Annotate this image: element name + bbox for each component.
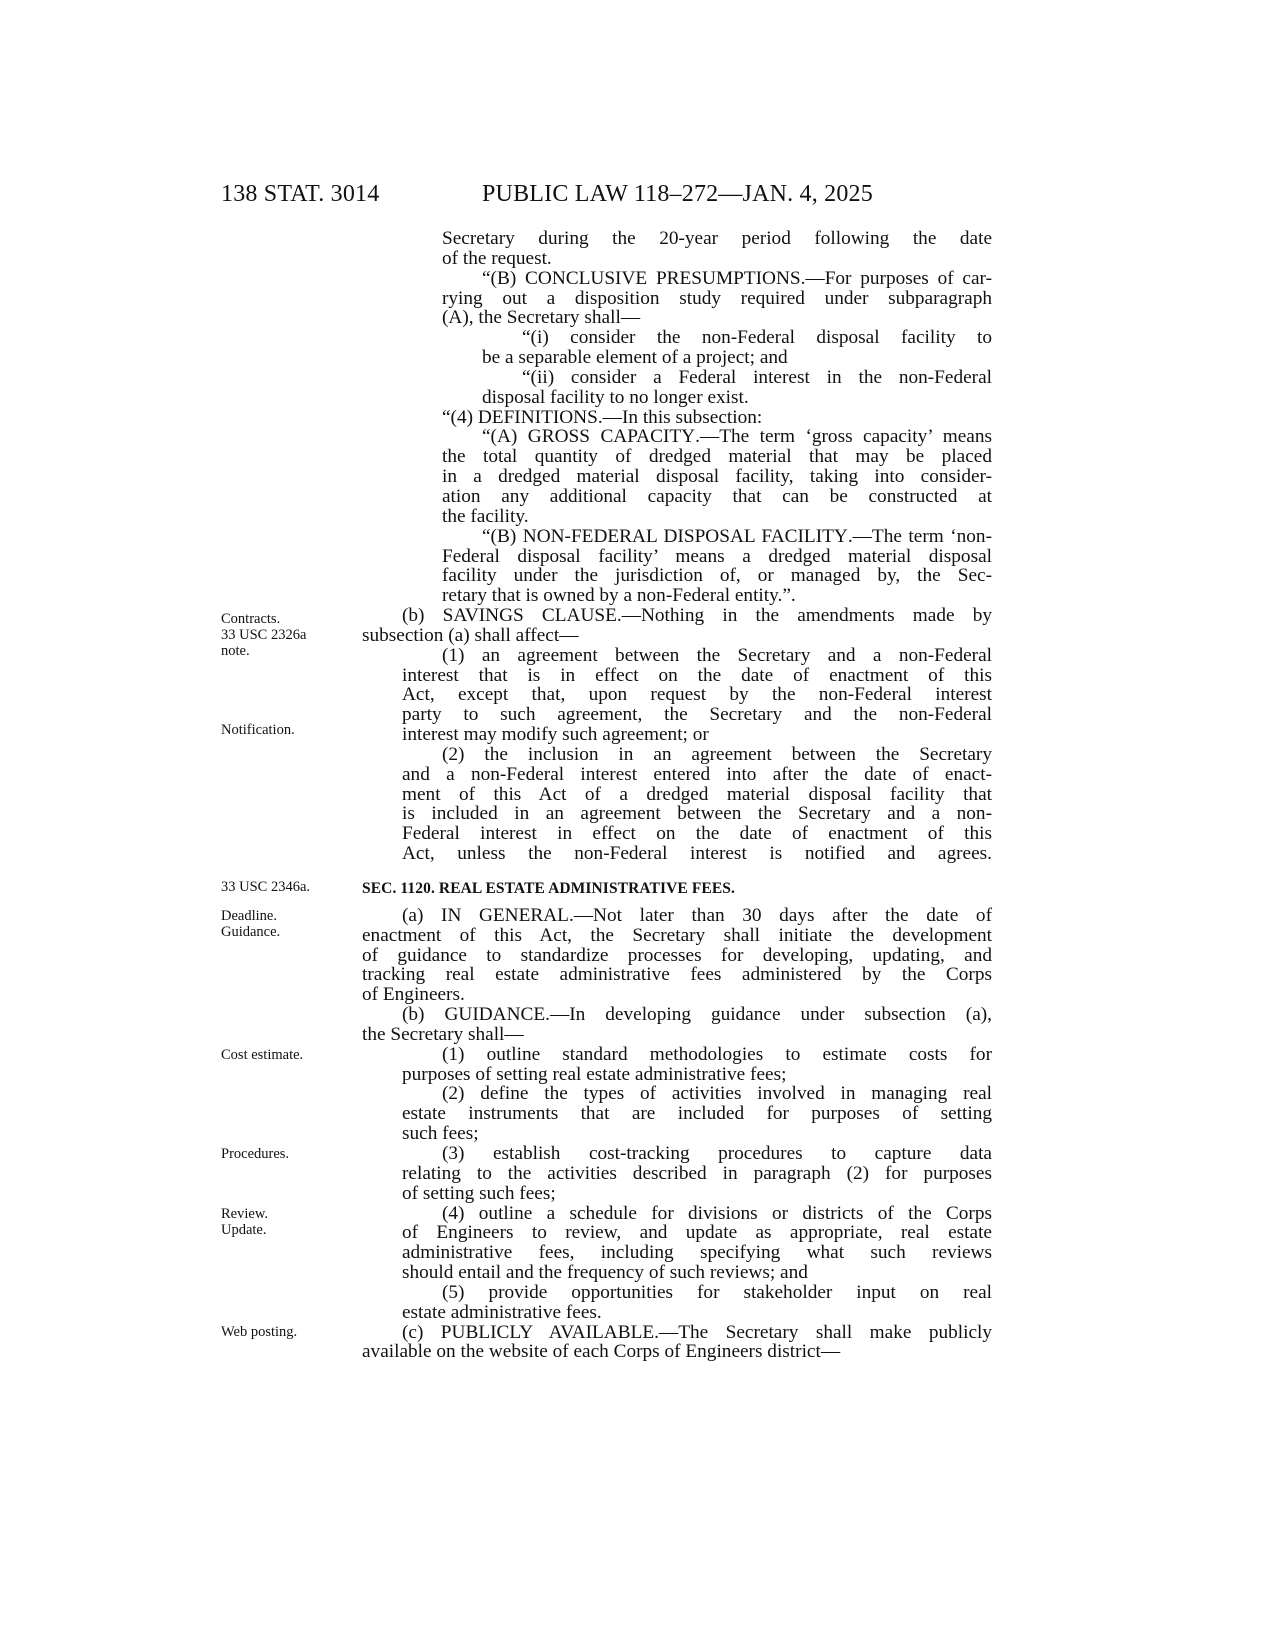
text-fragment: (b) G	[402, 1004, 459, 1026]
paragraph-publicly-available	[362, 1323, 992, 1343]
heading-smallcaps: UIDANCE	[458, 1004, 546, 1026]
text-line: of Engineers to review, and update as appropriate, real estate	[402, 1222, 992, 1244]
text-line: disposal facility to no longer exist.	[482, 386, 749, 408]
text-line: estate instruments that are included for purposes of setting	[402, 1103, 992, 1125]
text-line: rying out a disposition study required under subparagraph	[442, 287, 992, 309]
margin-note-line: 33 USC 2326a	[221, 627, 307, 643]
text-line: Act, except that, upon request by the non-Federal interest	[402, 684, 992, 706]
margin-note-line: Update.	[221, 1222, 267, 1238]
text-line: (5) provide opportunities for stakeholder input on real	[442, 1281, 992, 1303]
page-title: PUBLIC LAW 118–272—JAN. 4, 2025	[482, 181, 873, 207]
text-line: facility under the jurisdiction of, or managed by, the Sec-	[442, 565, 992, 587]
paragraph-conclusive-presumptions	[362, 269, 992, 289]
text-line: (A), the Secretary shall—	[442, 307, 641, 329]
text-line: “(i) consider the non-Federal disposal facility to	[522, 327, 992, 349]
text-fragment: .—In this subsection:	[597, 406, 763, 428]
text-fragment: .—The term ‘non-	[847, 525, 992, 547]
text-fragment: “(4) D	[442, 406, 492, 428]
text-line: Secretary during the 20-year period following the date	[442, 228, 992, 249]
text-line: enactment of this Act, the Secretary shall initiate the development	[362, 924, 992, 946]
text-fragment: .—Nothing in the amendments made by	[616, 605, 992, 627]
text-fragment: “(B) N	[482, 525, 537, 547]
heading-smallcaps: UBLICLY AVAILABLE	[451, 1321, 655, 1343]
margin-note-line: note.	[221, 643, 250, 659]
text-fragment: (a) I	[402, 904, 448, 926]
section-heading: SEC. 1120. REAL ESTATE ADMINISTRATIVE FEES.	[362, 880, 735, 897]
text-line: Federal disposal facility’ means a dredged material disposal	[442, 545, 992, 567]
text-line: “(ii) consider a Federal interest in the non-Federal	[522, 366, 992, 388]
text-line: (1) outline standard methodologies to estimate costs for	[442, 1043, 992, 1065]
text-line: available on the website of each Corps of Engineers district—	[362, 1341, 841, 1363]
text-fragment: .—Not later than 30 days after the date of	[568, 904, 992, 926]
margin-note-usc-2346a: 33 USC 2346a.	[221, 879, 311, 895]
heading-smallcaps: ROSS CAPACITY	[541, 426, 696, 448]
text-line: relating to the activities described in paragraph (2) for purposes	[402, 1162, 992, 1184]
text-line: (4) outline a schedule for divisions or districts of the Corps	[442, 1202, 992, 1224]
text-line: Act, unless the non-Federal interest is notified and agrees.	[402, 843, 992, 865]
text-line: administrative fees, including specifying what such reviews	[402, 1242, 992, 1264]
text-fragment: .—For purposes of car-	[800, 267, 992, 289]
paragraph-definitions	[362, 408, 992, 428]
text-line: (1) an agreement between the Secretary and a non-Federal	[442, 644, 992, 666]
text-line: (2) the inclusion in an agreement between the Secretary	[442, 743, 992, 765]
main-text	[362, 229, 992, 1362]
margin-note-review-update	[221, 1206, 268, 1238]
margin-note-web-posting: Web posting.	[221, 1324, 298, 1340]
text-line: interest may modify such agreement; or	[402, 724, 709, 746]
text-line: in a dredged material disposal facility, taking into consider-	[442, 466, 992, 488]
text-line: (3) establish cost-tracking procedures to capture data	[442, 1142, 992, 1164]
text-line: the Secretary shall—	[362, 1023, 524, 1045]
text-line: subsection (a) shall affect—	[362, 624, 579, 646]
paragraph-in-general	[362, 906, 992, 926]
text-line: interest that is in effect on the date of enactment of this	[402, 664, 992, 686]
heading-smallcaps: ON-FEDERAL DISPOSAL FACILITY	[536, 525, 848, 547]
text-line: of the request.	[442, 247, 552, 269]
text-line: Federal interest in effect on the date of enactment of this	[402, 823, 992, 845]
text-line: party to such agreement, the Secretary and the non-Federal	[402, 704, 992, 726]
text-line: is included in an agreement between the Secretary and a non-	[402, 803, 992, 825]
text-line: (2) define the types of activities involved in managing real	[442, 1083, 992, 1105]
text-line: be a separable element of a project; and	[482, 347, 788, 369]
text-line: ment of this Act of a dredged material disposal facility that	[402, 783, 992, 805]
margin-note-contracts	[221, 611, 306, 659]
text-line: of setting such fees;	[402, 1182, 556, 1204]
text-fragment: .—The term ‘gross capacity’ means	[695, 426, 993, 448]
paragraph-savings-clause	[362, 606, 992, 626]
heading-smallcaps: N GENERAL	[447, 904, 569, 926]
text-line: ation any additional capacity that can be constructed at	[442, 485, 992, 507]
margin-note-line: Guidance.	[221, 924, 281, 940]
text-fragment: .—In developing guidance under subsection (a),	[545, 1004, 992, 1026]
text-fragment: (c) P	[402, 1321, 452, 1343]
text-line: and a non-Federal interest entered into after the date of enact-	[402, 763, 992, 785]
heading-smallcaps: ONCLUSIVE PRESUMPTIONS	[537, 267, 801, 289]
text-fragment: “(B) C	[482, 267, 538, 289]
text-line: such fees;	[402, 1123, 479, 1145]
heading-smallcaps: EFINITIONS	[491, 406, 598, 428]
margin-note-line: Contracts.	[221, 611, 281, 627]
paragraph-non-federal-facility	[362, 527, 992, 547]
margin-note-line: Review.	[221, 1206, 268, 1222]
paragraph-gross-capacity	[362, 427, 992, 447]
text-line: of guidance to standardize processes for developing, updating, and	[362, 944, 992, 966]
paragraph-guidance	[362, 1005, 992, 1025]
text-line: should entail and the frequency of such reviews; and	[402, 1262, 808, 1284]
text-fragment: .—The Secretary shall make publicly	[654, 1321, 993, 1343]
text-line: the facility.	[442, 505, 529, 527]
text-line: estate administrative fees.	[402, 1301, 602, 1323]
text-fragment: “(A) G	[482, 426, 542, 448]
text-fragment: (b) S	[402, 605, 454, 627]
stat-reference: 138 STAT. 3014	[221, 181, 380, 207]
text-line: tracking real estate administrative fees administered by the Corps	[362, 964, 992, 986]
text-line: the total quantity of dredged material that may be placed	[442, 446, 992, 468]
margin-note-cost-estimate: Cost estimate.	[221, 1047, 304, 1063]
text-line: retary that is owned by a non-Federal entity.”.	[442, 585, 796, 607]
margin-note-notification: Notification.	[221, 722, 295, 738]
margin-note-line: Deadline.	[221, 908, 277, 924]
text-line: of Engineers.	[362, 984, 465, 1006]
heading-smallcaps: AVINGS CLAUSE	[453, 605, 617, 627]
margin-note-procedures: Procedures.	[221, 1146, 290, 1162]
text-line: purposes of setting real estate administrative fees;	[402, 1063, 787, 1085]
margin-note-deadline-guidance	[221, 908, 280, 940]
